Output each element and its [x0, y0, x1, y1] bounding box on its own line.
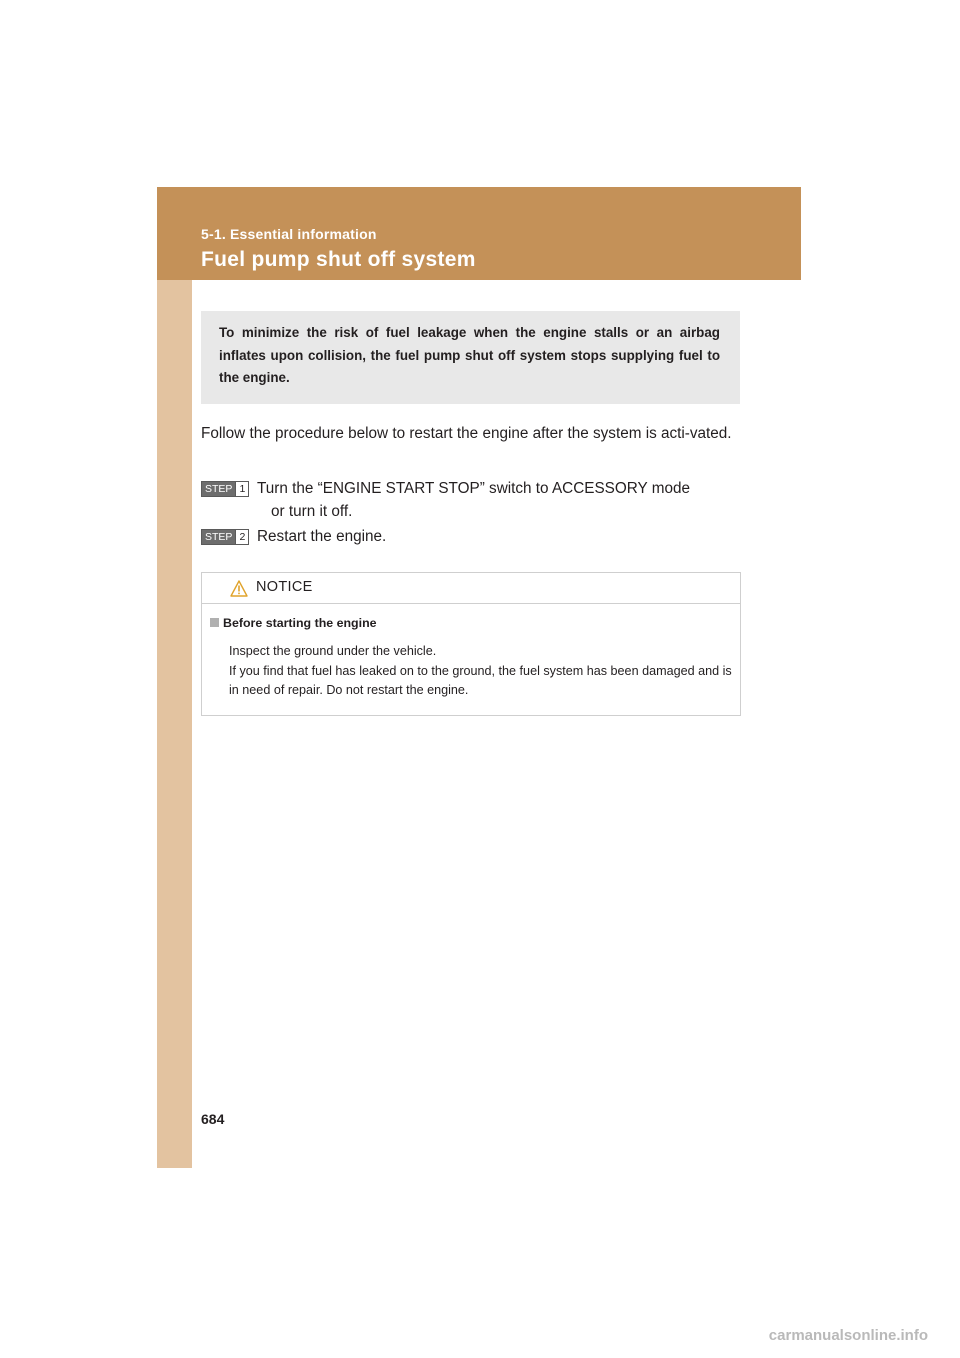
step-2-badge — [201, 529, 249, 545]
step-1-text-line2: or turn it off. — [271, 503, 353, 520]
step-1-badge — [201, 481, 249, 497]
step-1-badge-word: STEP — [202, 482, 235, 496]
page-number: 684 — [201, 1111, 225, 1127]
step-2-text — [257, 525, 739, 548]
notice-body — [229, 642, 739, 701]
step-2-text-line1: Restart the engine. — [257, 528, 387, 545]
step-2-badge-number: 2 — [235, 530, 248, 544]
body-paragraph: Follow the procedure below to restart the engine after the system is acti-vated. — [201, 425, 732, 442]
warning-triangle-icon — [230, 580, 248, 597]
step-1-text — [257, 477, 739, 523]
step-1-text-line1: Turn the “ENGINE START STOP” switch to ACCESSORY mode — [257, 480, 690, 497]
page-title: Fuel pump shut off system — [201, 248, 476, 271]
notice-subtitle-text: Before starting the engine — [223, 616, 377, 630]
square-bullet-icon — [210, 618, 219, 627]
notice-line-2: If you find that fuel has leaked on to the ground, the fuel system has been damaged and is in need of repair. Do not restart the engine. — [229, 663, 732, 697]
watermark: carmanualsonline.info — [768, 1327, 928, 1344]
step-1-badge-number: 1 — [235, 482, 248, 496]
notice-subtitle — [210, 616, 377, 630]
notice-title: NOTICE — [256, 579, 313, 595]
page-sidebar-stripe — [157, 187, 192, 1168]
intro-box — [201, 311, 740, 404]
notice-line-1: Inspect the ground under the vehicle. — [229, 644, 437, 658]
notice-header — [202, 573, 740, 604]
intro-text: To minimize the risk of fuel leakage when the engine stalls or an airbag inflates upon collision, the fuel pump shut off system stops supplying fuel to the engine. — [219, 325, 720, 385]
step-2-badge-word: STEP — [202, 530, 235, 544]
notice-box — [201, 572, 741, 716]
section-heading: 5-1. Essential information — [201, 226, 377, 242]
